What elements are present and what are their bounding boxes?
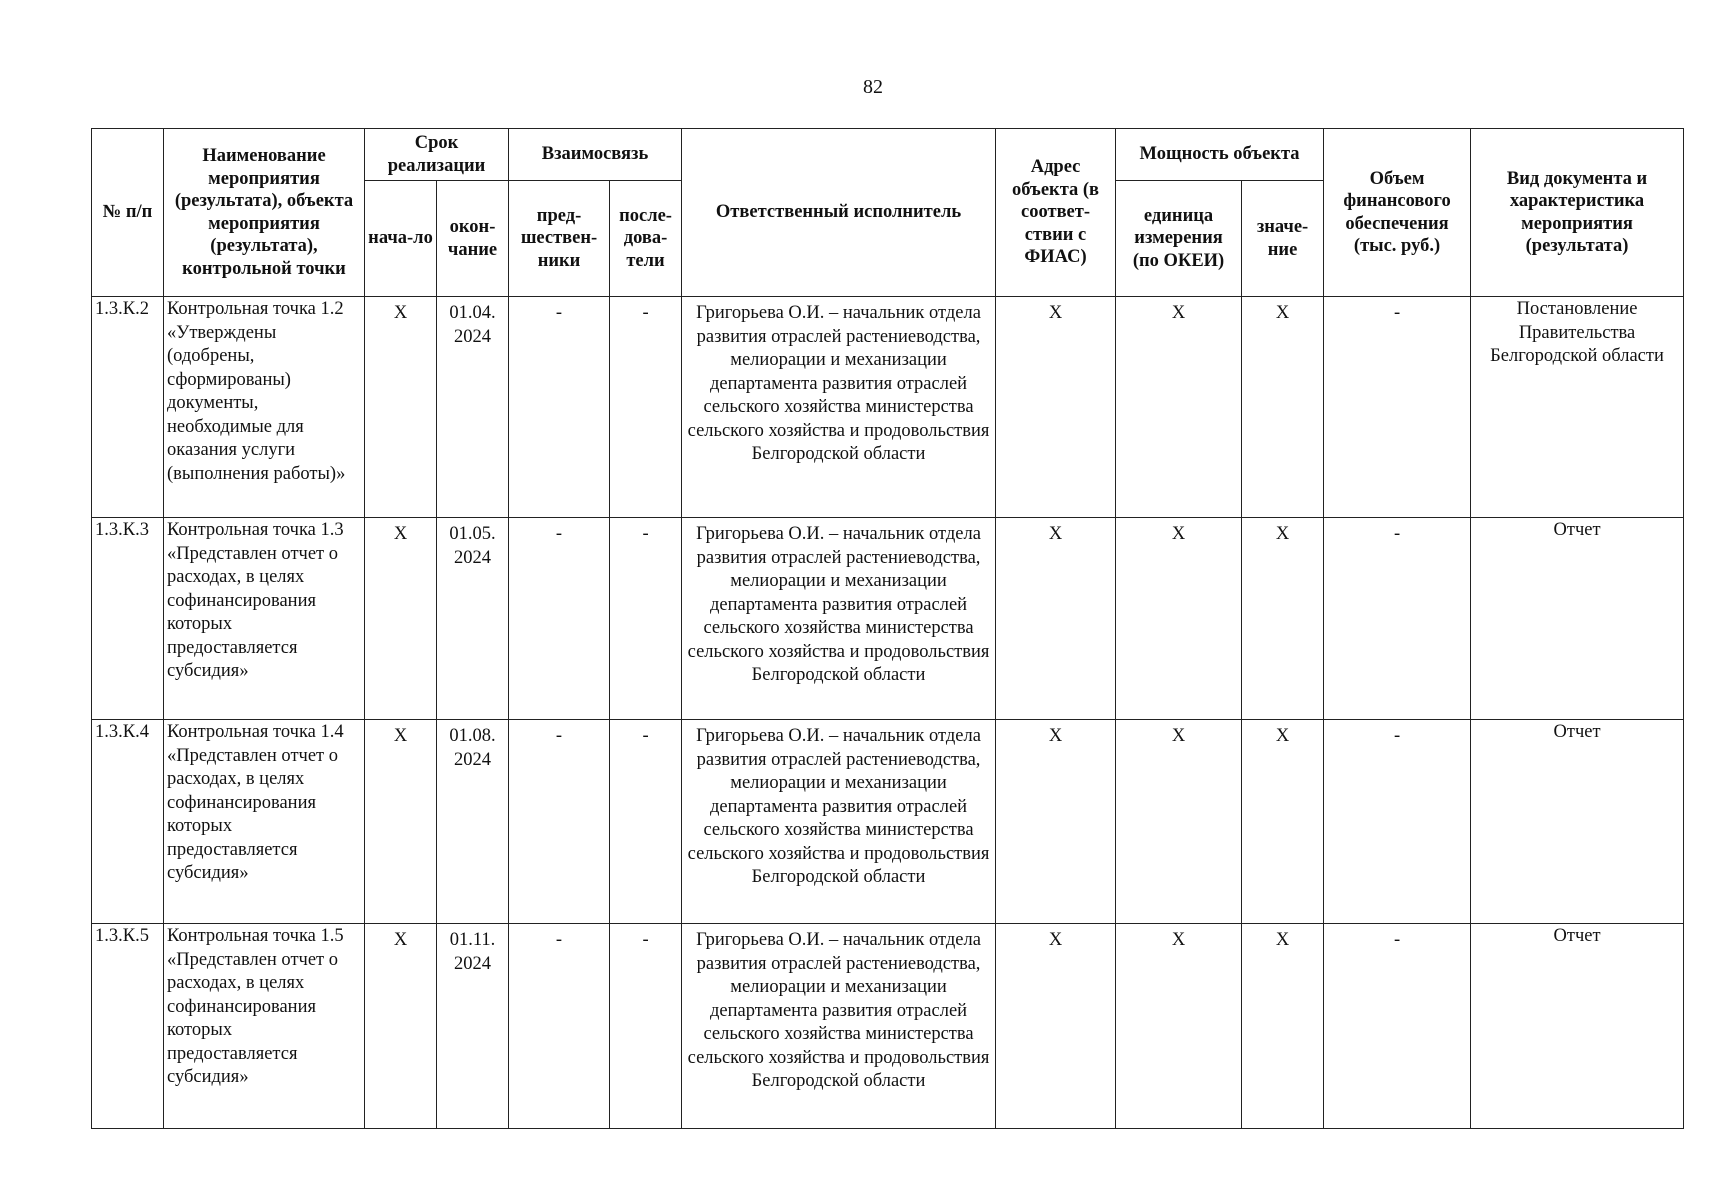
row-end: 01.08. 2024 xyxy=(437,720,509,924)
row-document: Отчет xyxy=(1471,518,1684,720)
row-successors: - xyxy=(610,518,682,720)
header-term: Срок реализации xyxy=(365,129,509,181)
row-responsible: Григорьева О.И. – начальник отдела развития отраслей растениеводства, мелиорации и механизации департамента развития отраслей сельского хозяйства министерства сельского хозяйства и продовольствия Белгородской области xyxy=(682,297,996,518)
header-power: Мощность объекта xyxy=(1116,129,1324,181)
row-end: 01.11. 2024 xyxy=(437,924,509,1129)
row-num: 1.3.К.4 xyxy=(92,720,164,924)
row-document: Постановление Правительства Белгородской области xyxy=(1471,297,1684,518)
row-address: X xyxy=(996,297,1116,518)
table-row xyxy=(92,518,1684,720)
header-name: Наименование мероприятия (результата), объекта мероприятия (результата), контрольной точки xyxy=(164,129,365,297)
row-responsible: Григорьева О.И. – начальник отдела развития отраслей растениеводства, мелиорации и механизации департамента развития отраслей сельского хозяйства министерства сельского хозяйства и продовольствия Белгородской области xyxy=(682,924,996,1129)
row-start: X xyxy=(365,924,437,1129)
row-num: 1.3.К.5 xyxy=(92,924,164,1129)
row-finance: - xyxy=(1324,720,1471,924)
header-predecessors: пред-шествен-ники xyxy=(509,181,610,297)
header-num: № п/п xyxy=(92,129,164,297)
row-name: Контрольная точка 1.2 «Утверждены (одобрены, сформированы) документы, необходимые для оказания услуги (выполнения работы)» xyxy=(164,297,365,518)
header-value: значе-ние xyxy=(1242,181,1324,297)
header-end: окон-чание xyxy=(437,181,509,297)
row-start: X xyxy=(365,720,437,924)
row-successors: - xyxy=(610,924,682,1129)
header-responsible: Ответственный исполнитель xyxy=(682,129,996,297)
row-predecessors: - xyxy=(509,720,610,924)
header-link: Взаимосвязь xyxy=(509,129,682,181)
row-name: Контрольная точка 1.4 «Представлен отчет о расходах, в целях софинансирования которых предоставляется субсидия» xyxy=(164,720,365,924)
header-successors: после-дова-тели xyxy=(610,181,682,297)
row-unit: X xyxy=(1116,924,1242,1129)
row-document: Отчет xyxy=(1471,924,1684,1129)
header-start: нача-ло xyxy=(365,181,437,297)
row-address: X xyxy=(996,924,1116,1129)
row-name: Контрольная точка 1.3 «Представлен отчет о расходах, в целях софинансирования которых предоставляется субсидия» xyxy=(164,518,365,720)
row-start: X xyxy=(365,518,437,720)
table-row xyxy=(92,924,1684,1129)
row-address: X xyxy=(996,720,1116,924)
row-value: X xyxy=(1242,720,1324,924)
row-num: 1.3.К.3 xyxy=(92,518,164,720)
row-unit: X xyxy=(1116,518,1242,720)
row-responsible: Григорьева О.И. – начальник отдела развития отраслей растениеводства, мелиорации и механизации департамента развития отраслей сельского хозяйства министерства сельского хозяйства и продовольствия Белгородской области xyxy=(682,720,996,924)
row-value: X xyxy=(1242,518,1324,720)
table-row xyxy=(92,297,1684,518)
row-value: X xyxy=(1242,297,1324,518)
row-finance: - xyxy=(1324,518,1471,720)
row-name: Контрольная точка 1.5 «Представлен отчет о расходах, в целях софинансирования которых предоставляется субсидия» xyxy=(164,924,365,1129)
row-finance: - xyxy=(1324,924,1471,1129)
row-unit: X xyxy=(1116,720,1242,924)
row-responsible: Григорьева О.И. – начальник отдела развития отраслей растениеводства, мелиорации и механизации департамента развития отраслей сельского хозяйства министерства сельского хозяйства и продовольствия Белгородской области xyxy=(682,518,996,720)
row-predecessors: - xyxy=(509,924,610,1129)
row-finance: - xyxy=(1324,297,1471,518)
row-predecessors: - xyxy=(509,518,610,720)
row-num: 1.3.К.2 xyxy=(92,297,164,518)
row-predecessors: - xyxy=(509,297,610,518)
page-number: 82 xyxy=(863,76,883,98)
row-successors: - xyxy=(610,297,682,518)
row-unit: X xyxy=(1116,297,1242,518)
table-row xyxy=(92,720,1684,924)
row-end: 01.04. 2024 xyxy=(437,297,509,518)
header-finance: Объем финансового обеспечения (тыс. руб.) xyxy=(1324,129,1471,297)
row-value: X xyxy=(1242,924,1324,1129)
row-document: Отчет xyxy=(1471,720,1684,924)
row-successors: - xyxy=(610,720,682,924)
header-address: Адрес объекта (в соответ-ствии с ФИАС) xyxy=(996,129,1116,297)
header-document: Вид документа и характеристика мероприятия (результата) xyxy=(1471,129,1684,297)
header-unit: единица измерения (по ОКЕИ) xyxy=(1116,181,1242,297)
activities-table xyxy=(91,128,1684,1129)
row-start: X xyxy=(365,297,437,518)
row-end: 01.05. 2024 xyxy=(437,518,509,720)
row-address: X xyxy=(996,518,1116,720)
